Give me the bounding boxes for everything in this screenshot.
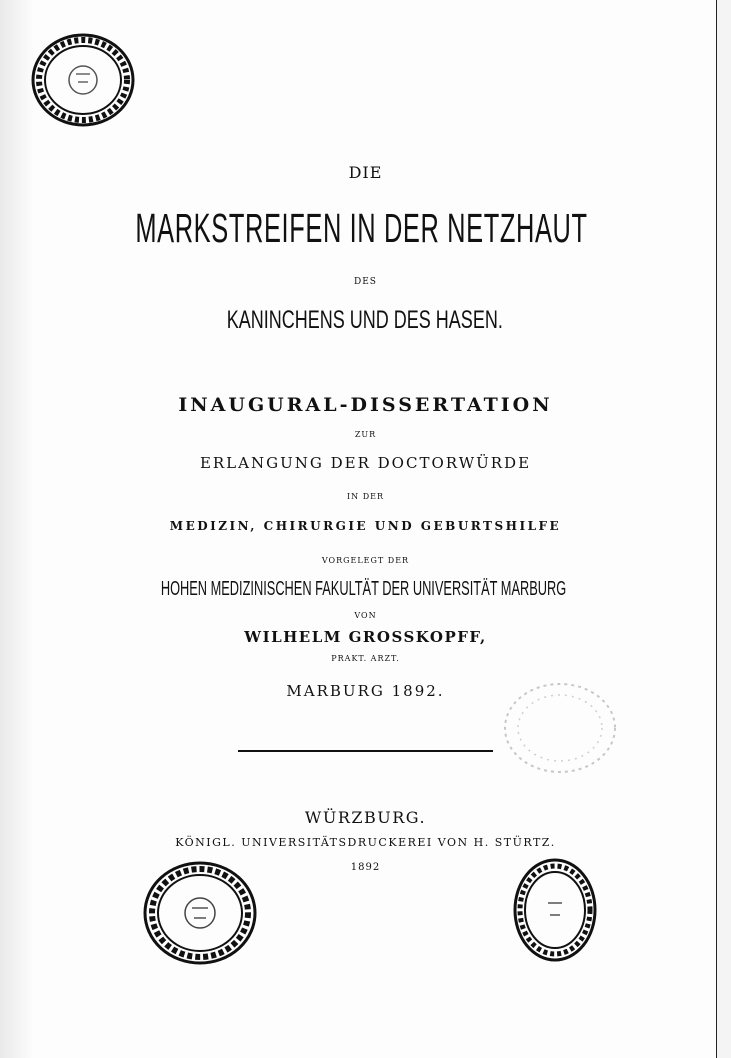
erlangung-line: ERLANGUNG DER DOCTORWÜRDE xyxy=(199,454,532,472)
in-der-line: IN DER xyxy=(347,492,384,501)
author-name: WILHELM GROSSKOPFF, xyxy=(244,628,487,646)
printer-line: KÖNIGL. UNIVERSITÄTSDRUCKEREI VON H. STÜRTZ. xyxy=(175,836,556,849)
city-line: WÜRZBURG. xyxy=(304,808,427,827)
top-left-library-stamp xyxy=(28,30,138,130)
bottom-left-library-stamp xyxy=(140,858,260,968)
main-title: MARKSTREIFEN IN DER NETZHAUT xyxy=(135,205,588,251)
author-title: PRAKT. ARZT. xyxy=(331,654,400,663)
bottom-right-library-stamp xyxy=(510,855,600,965)
zur-line: ZUR xyxy=(354,430,377,439)
subtitle: KANINCHENS UND DES HASEN. xyxy=(226,306,503,334)
fakultaet-line: HOHEN MEDIZINISCHEN FAKULTÄT DER UNIVERSITÄT MARBURG xyxy=(160,578,567,600)
faecher-line: MEDIZIN, CHIRURGIE UND GEBURTSHILFE xyxy=(169,519,562,533)
die-line: DIE xyxy=(348,163,383,182)
print-year: 1892 xyxy=(350,862,381,873)
des-line: DES xyxy=(354,277,377,287)
von-line: VON xyxy=(354,611,377,620)
vorgelegt-line: VORGELEGT DER xyxy=(321,556,410,565)
faint-library-stamp xyxy=(500,678,620,778)
horizontal-rule xyxy=(238,750,493,752)
place-year: MARBURG 1892. xyxy=(286,682,445,700)
dissertation-heading: INAUGURAL-DISSERTATION xyxy=(178,394,553,416)
